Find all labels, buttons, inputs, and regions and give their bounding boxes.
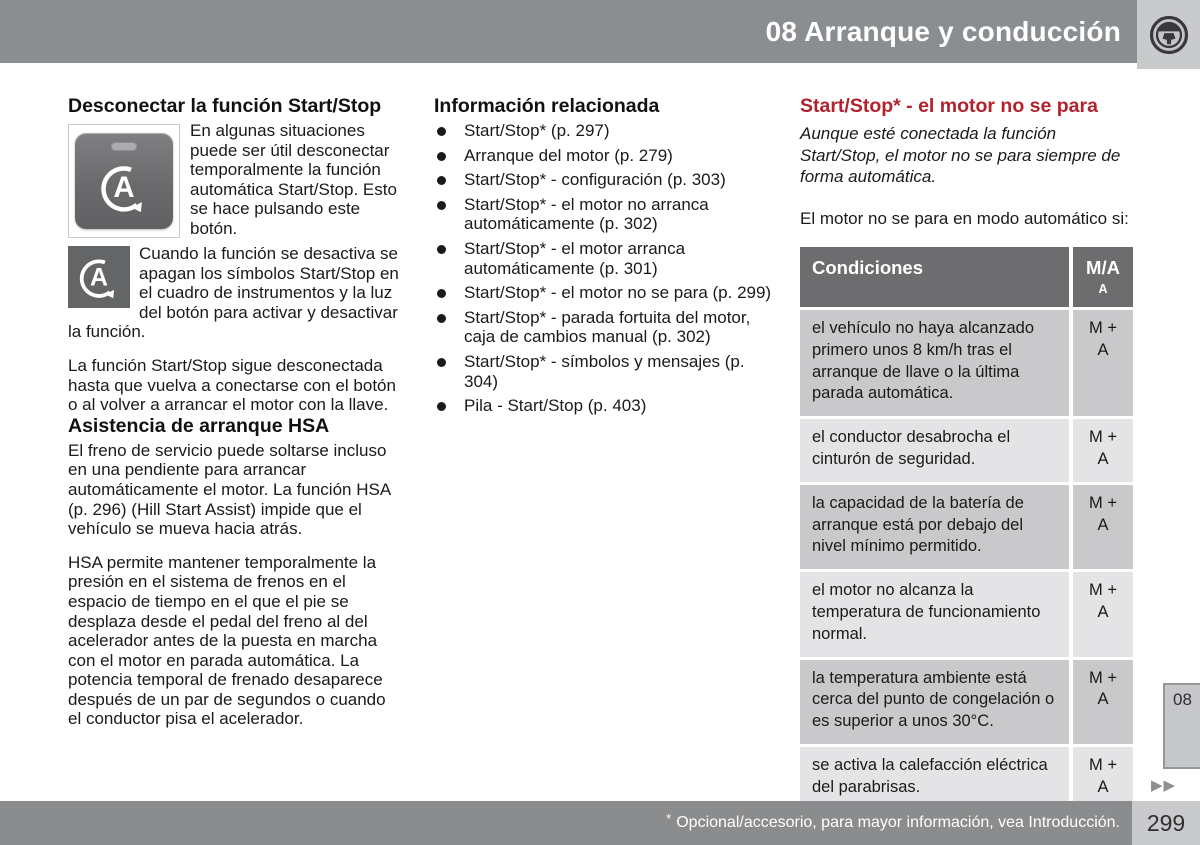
a-circle-arrow-icon xyxy=(72,250,126,304)
related-link[interactable]: Start/Stop* - el motor arranca automáticamente (p. 301) xyxy=(434,239,774,278)
table-header-ma xyxy=(1073,247,1133,307)
table-row-condition: se activa la calefacción eléctrica del parabrisas. xyxy=(800,747,1069,810)
footer-note: Opcional/accesorio, para mayor información, vea Introducción. xyxy=(676,814,1120,831)
table-row-value: M + A xyxy=(1073,419,1133,482)
table-row-value: M + A xyxy=(1073,747,1133,810)
table-header-ma-label: M/A xyxy=(1086,257,1120,279)
symbol-paragraph-block xyxy=(68,244,402,342)
related-link[interactable]: Start/Stop* - símbolos y mensajes (p. 304) xyxy=(434,352,774,391)
related-info-column xyxy=(434,95,774,421)
steering-wheel-icon xyxy=(1146,12,1192,58)
start-stop-symbol-icon xyxy=(68,246,130,308)
table-row-value: M + A xyxy=(1073,485,1133,569)
related-links-list xyxy=(434,121,774,416)
paragraph: En algunas situaciones puede ser útil desconectar temporalmente la función automática Start/Stop. Esto se hace pulsando este botón. xyxy=(190,121,397,238)
table-row-condition: el motor no alcanza la temperatura de funcionamiento normal. xyxy=(800,572,1069,656)
table-row-condition: el conductor desabrocha el cinturón de seguridad. xyxy=(800,419,1069,482)
section-heading-disable-startstop: Desconectar la función Start/Stop xyxy=(68,95,382,117)
table-row-value: M + A xyxy=(1073,572,1133,656)
footer xyxy=(0,801,1132,845)
paragraph: El motor no se para en modo automático si: xyxy=(800,208,1129,228)
chapter-header xyxy=(0,0,1137,63)
asterisk-footnote-symbol: * xyxy=(666,810,672,826)
section-heading-hsa: Asistencia de arranque HSA xyxy=(68,414,330,437)
paragraph: La función Start/Stop sigue desconectada hasta que vuelva a conectarse con el botón o al volver a arrancar el motor con la llave. xyxy=(68,355,396,415)
start-stop-button-figure xyxy=(68,124,180,238)
table-row-condition: la capacidad de la batería de arranque está por debajo del nivel mínimo permitido. xyxy=(800,485,1069,569)
related-link[interactable]: Pila - Start/Stop (p. 403) xyxy=(434,396,774,416)
start-stop-button-image xyxy=(75,133,173,229)
related-link[interactable]: Start/Stop* - el motor no se para (p. 299) xyxy=(434,283,774,303)
chapter-title: 08 Arranque y conducción xyxy=(765,15,1121,47)
double-right-arrow-icon: ▶▶ xyxy=(1151,777,1177,794)
related-link[interactable]: Arranque del motor (p. 279) xyxy=(434,146,774,166)
chapter-icon-box xyxy=(1137,0,1200,69)
table-row-condition: la temperatura ambiente está cerca del punto de congelación o es superior a unos 30°C. xyxy=(800,660,1069,744)
right-column xyxy=(800,95,1133,810)
article-heading: Start/Stop* - el motor no se para xyxy=(800,95,1098,117)
chapter-tab: 08 xyxy=(1163,683,1200,769)
table-header-condiciones: Condiciones xyxy=(800,247,1069,307)
lead-paragraph: Aunque esté conectada la función Start/Stop, el motor no se para siempre de forma automática. xyxy=(800,124,1121,186)
related-info-heading: Información relacionada xyxy=(434,95,660,117)
page-number: 299 xyxy=(1132,801,1200,845)
button-figure-block xyxy=(68,121,402,244)
related-link[interactable]: Start/Stop* - parada fortuita del motor, caja de cambios manual (p. 302) xyxy=(434,308,774,347)
table-row-value: M + A xyxy=(1073,310,1133,416)
table-header-footnote: A xyxy=(1098,282,1108,297)
a-circle-arrow-icon xyxy=(92,155,156,219)
table-row-value: M + A xyxy=(1073,660,1133,744)
related-link[interactable]: Start/Stop* - configuración (p. 303) xyxy=(434,170,774,190)
button-indicator-led xyxy=(111,142,137,151)
related-link[interactable]: Start/Stop* (p. 297) xyxy=(434,121,774,141)
paragraph: Cuando la función se desactiva se apagan los símbolos Start/Stop en el cuadro de instrumentos y la luz del botón para activar y desactivar la función. xyxy=(68,244,399,342)
table-row-condition: el vehículo no haya alcanzado primero unos 8 km/h tras el arranque de llave o la última parada automática. xyxy=(800,310,1069,416)
conditions-table xyxy=(800,247,1133,810)
related-link[interactable]: Start/Stop* - el motor no arranca automáticamente (p. 302) xyxy=(434,195,774,234)
left-column xyxy=(68,95,402,729)
paragraph: HSA permite mantener temporalmente la presión en el sistema de frenos en el espacio de tiempo en el que el pie se desplaza desde el pedal del freno al del acelerador antes de la puesta en marcha con el motor en parada automática. La potencia temporal de frenado desaparece después de un par de segundos o cuando el conductor pisa el acelerador. xyxy=(68,552,386,729)
paragraph: El freno de servicio puede soltarse incluso en una pendiente para arrancar automáticamente el motor. La función HSA (p. 296) (Hill Start Assist) impide que el vehículo se mueva hacia atrás. xyxy=(68,440,391,539)
